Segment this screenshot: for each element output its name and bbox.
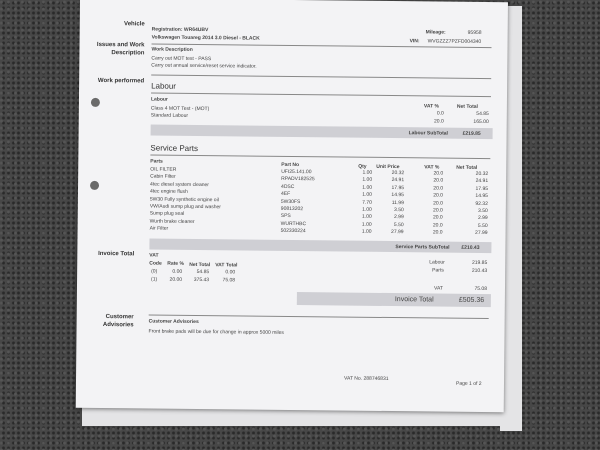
vat-row-code: (0) — [151, 268, 158, 275]
invoice-total-value: £505.36 — [458, 296, 485, 305]
vin-value: WVGZZZ7PZFD004340 — [427, 38, 482, 45]
vat-row-net: 375.43 — [193, 276, 210, 284]
vat-row-vat: 75.08 — [222, 277, 236, 284]
parts-cell-qty: 1.00 — [361, 221, 372, 228]
parts-cell-unit: 17.95 — [391, 184, 405, 191]
parts-cell-item: 4tec engine flush — [149, 188, 188, 196]
labour-row-net: 165.00 — [473, 118, 489, 126]
parts-cell-part-no: 4EF — [280, 191, 291, 198]
parts-subtotal-label: Service Parts SubTotal — [395, 244, 450, 251]
parts-header-item: Parts — [150, 158, 163, 165]
parts-cell-part-no: 90813202 — [280, 205, 304, 213]
parts-cell-qty: 1.00 — [361, 214, 372, 221]
parts-cell-net: 20.32 — [475, 170, 489, 178]
parts-cell-item: Sump plug seal — [149, 210, 185, 218]
vat-header-code: Code — [149, 260, 162, 267]
parts-cell-unit: 2.99 — [393, 214, 404, 221]
parts-cell-qty: 1.00 — [361, 228, 372, 236]
work-description-line: Carry out annual service/reset service indicator. — [151, 62, 257, 70]
parts-cell-unit: 20.32 — [391, 170, 405, 177]
parts-cell-qty: 1.00 — [362, 206, 372, 213]
parts-cell-vat: 20.0 — [433, 177, 444, 184]
parts-title: Service Parts — [150, 143, 199, 154]
work-description-line: Carry out MOT test - PASS — [151, 55, 212, 63]
labour-row-net: 54.85 — [476, 110, 489, 118]
issues-label-2: Description — [111, 50, 145, 57]
parts-cell-qty: 7.70 — [362, 199, 372, 206]
total-labour-label: Labour — [429, 259, 445, 266]
labour-row-item: Class 4 MOT Test - (MOT) — [150, 105, 210, 113]
vat-header-vattotal: VAT Total — [215, 262, 238, 269]
parts-cell-net: 27.99 — [475, 230, 488, 237]
divider — [149, 314, 489, 319]
parts-cell-qty: 1.00 — [362, 169, 373, 176]
invoice-page — [76, 0, 508, 412]
parts-cell-part-no: SPS — [280, 213, 291, 220]
issues-label-1: Issues and Work — [96, 41, 145, 49]
parts-cell-net: 5.50 — [477, 222, 488, 229]
parts-cell-qty: 1.00 — [362, 177, 373, 184]
parts-cell-vat: 20.0 — [433, 207, 443, 214]
punch-hole-top — [91, 98, 100, 107]
parts-cell-unit: 3.50 — [394, 207, 404, 214]
parts-cell-part-no: WURTHBC — [280, 220, 307, 227]
labour-header-item: Labour — [150, 96, 168, 103]
labour-header-vat: VAT % — [423, 103, 440, 110]
parts-cell-net: 3.50 — [478, 207, 488, 215]
parts-cell-vat: 20.0 — [432, 229, 443, 236]
registration: Registration: WR64UBV — [151, 26, 209, 34]
total-parts-value: 210.43 — [471, 267, 488, 275]
vat-number: VAT No. 288746831 — [344, 375, 389, 383]
parts-cell-net: 2.99 — [477, 215, 488, 222]
labour-subtotal-value: £219.85 — [462, 130, 481, 137]
page-number: Page 1 of 2 — [455, 380, 482, 387]
parts-cell-net: 92.32 — [475, 200, 488, 207]
vehicle-model: Volkswagen Touareg 2014 3.0 Diesel - BLACK — [151, 34, 260, 42]
parts-cell-part-no: RPADV182525 — [281, 176, 315, 183]
parts-cell-net: 17.95 — [475, 185, 489, 192]
vat-row-net: 54.85 — [196, 268, 210, 276]
parts-cell-item: Wurth brake cleaner — [149, 218, 195, 225]
divider — [150, 155, 490, 160]
parts-cell-item: Air Filter — [149, 225, 169, 232]
parts-cell-part-no: 502330224 — [280, 228, 306, 235]
parts-cell-net: 14.95 — [475, 193, 488, 200]
vat-row-vat: 0.00 — [225, 269, 236, 276]
advisories-label-1: Customer — [105, 314, 134, 321]
parts-cell-qty: 1.00 — [362, 191, 372, 199]
parts-cell-unit: 24.91 — [391, 177, 405, 184]
vehicle-label: Vehicle — [124, 21, 145, 28]
advisories-text: Front brake pads will be due for change in approx 5000 miles — [148, 328, 284, 336]
parts-cell-unit: 5.50 — [393, 221, 404, 228]
labour-row-item: Standard Labour — [150, 112, 189, 119]
parts-cell-qty: 1.00 — [362, 184, 373, 191]
parts-cell-part-no: UFI25.141.00 — [281, 168, 312, 176]
advisories-heading: Customer Advisories — [148, 318, 199, 326]
divider — [151, 93, 491, 98]
invoice-total-label: Invoice Total — [98, 250, 135, 258]
invoice-total-label-bar: Invoice Total — [394, 296, 434, 304]
work-performed-label: Work performed — [97, 77, 145, 85]
parts-subtotal-value: £210.43 — [461, 244, 480, 251]
parts-header-unit: Unit Price — [376, 163, 400, 171]
vat-header: VAT — [149, 252, 159, 259]
parts-cell-vat: 20.0 — [433, 192, 443, 199]
parts-cell-item: OIL FILTER — [150, 166, 177, 173]
labour-header-net: Net Total — [456, 103, 478, 110]
parts-header-partno: Part No — [281, 161, 300, 169]
parts-cell-vat: 20.0 — [432, 214, 443, 221]
parts-header-net: Net Total — [456, 164, 478, 171]
parts-cell-part-no: 5W30FS — [280, 198, 301, 205]
parts-cell-item: 5W30 Fully synthetic engine oil — [149, 196, 219, 203]
vat-row-code: (1) — [151, 276, 158, 283]
labour-subtotal-label: Labour SubTotal — [408, 130, 448, 137]
labour-title: Labour — [151, 81, 177, 91]
total-vat-value: 75.08 — [474, 285, 488, 293]
advisories-label-2: Advisories — [102, 322, 134, 329]
parts-cell-net: 24.91 — [475, 178, 489, 185]
total-parts-label: Parts — [432, 267, 444, 274]
divider — [151, 75, 491, 80]
parts-cell-part-no: 4DSC — [281, 183, 295, 190]
parts-cell-unit: 11.99 — [391, 199, 404, 206]
parts-cell-vat: 20.0 — [433, 170, 444, 177]
labour-row-vat: 0.0 — [436, 110, 444, 117]
total-labour-value: 219.85 — [471, 259, 488, 267]
punch-hole-bottom — [90, 181, 99, 190]
parts-cell-item: Cabin Filter — [150, 173, 176, 181]
vat-header-net: Net Total — [189, 261, 211, 269]
total-vat-label: VAT — [433, 285, 444, 292]
vat-header-rate: Rate % — [167, 260, 184, 267]
labour-row-vat: 20.0 — [433, 118, 444, 125]
vat-row-rate: 0.00 — [172, 268, 183, 275]
parts-cell-unit: 27.99 — [391, 229, 404, 236]
parts-cell-vat: 20.0 — [432, 222, 443, 229]
parts-header-vat: VAT % — [424, 164, 440, 171]
parts-cell-vat: 20.0 — [433, 200, 443, 207]
parts-cell-vat: 20.0 — [433, 185, 444, 192]
work-description-heading: Work Description — [151, 46, 193, 53]
mileage-value: 95958 — [467, 29, 482, 36]
parts-cell-item: VW/Audi sump plug and washer — [149, 203, 222, 211]
vat-row-rate: 20.00 — [169, 276, 183, 283]
mileage-label: Mileage: — [425, 29, 446, 36]
parts-header-qty: Qty — [358, 163, 367, 170]
parts-cell-unit: 14.95 — [391, 192, 404, 199]
parts-cell-item: 4tec diesel system cleaner — [150, 181, 210, 188]
vin-label: VIN: — [409, 38, 420, 45]
